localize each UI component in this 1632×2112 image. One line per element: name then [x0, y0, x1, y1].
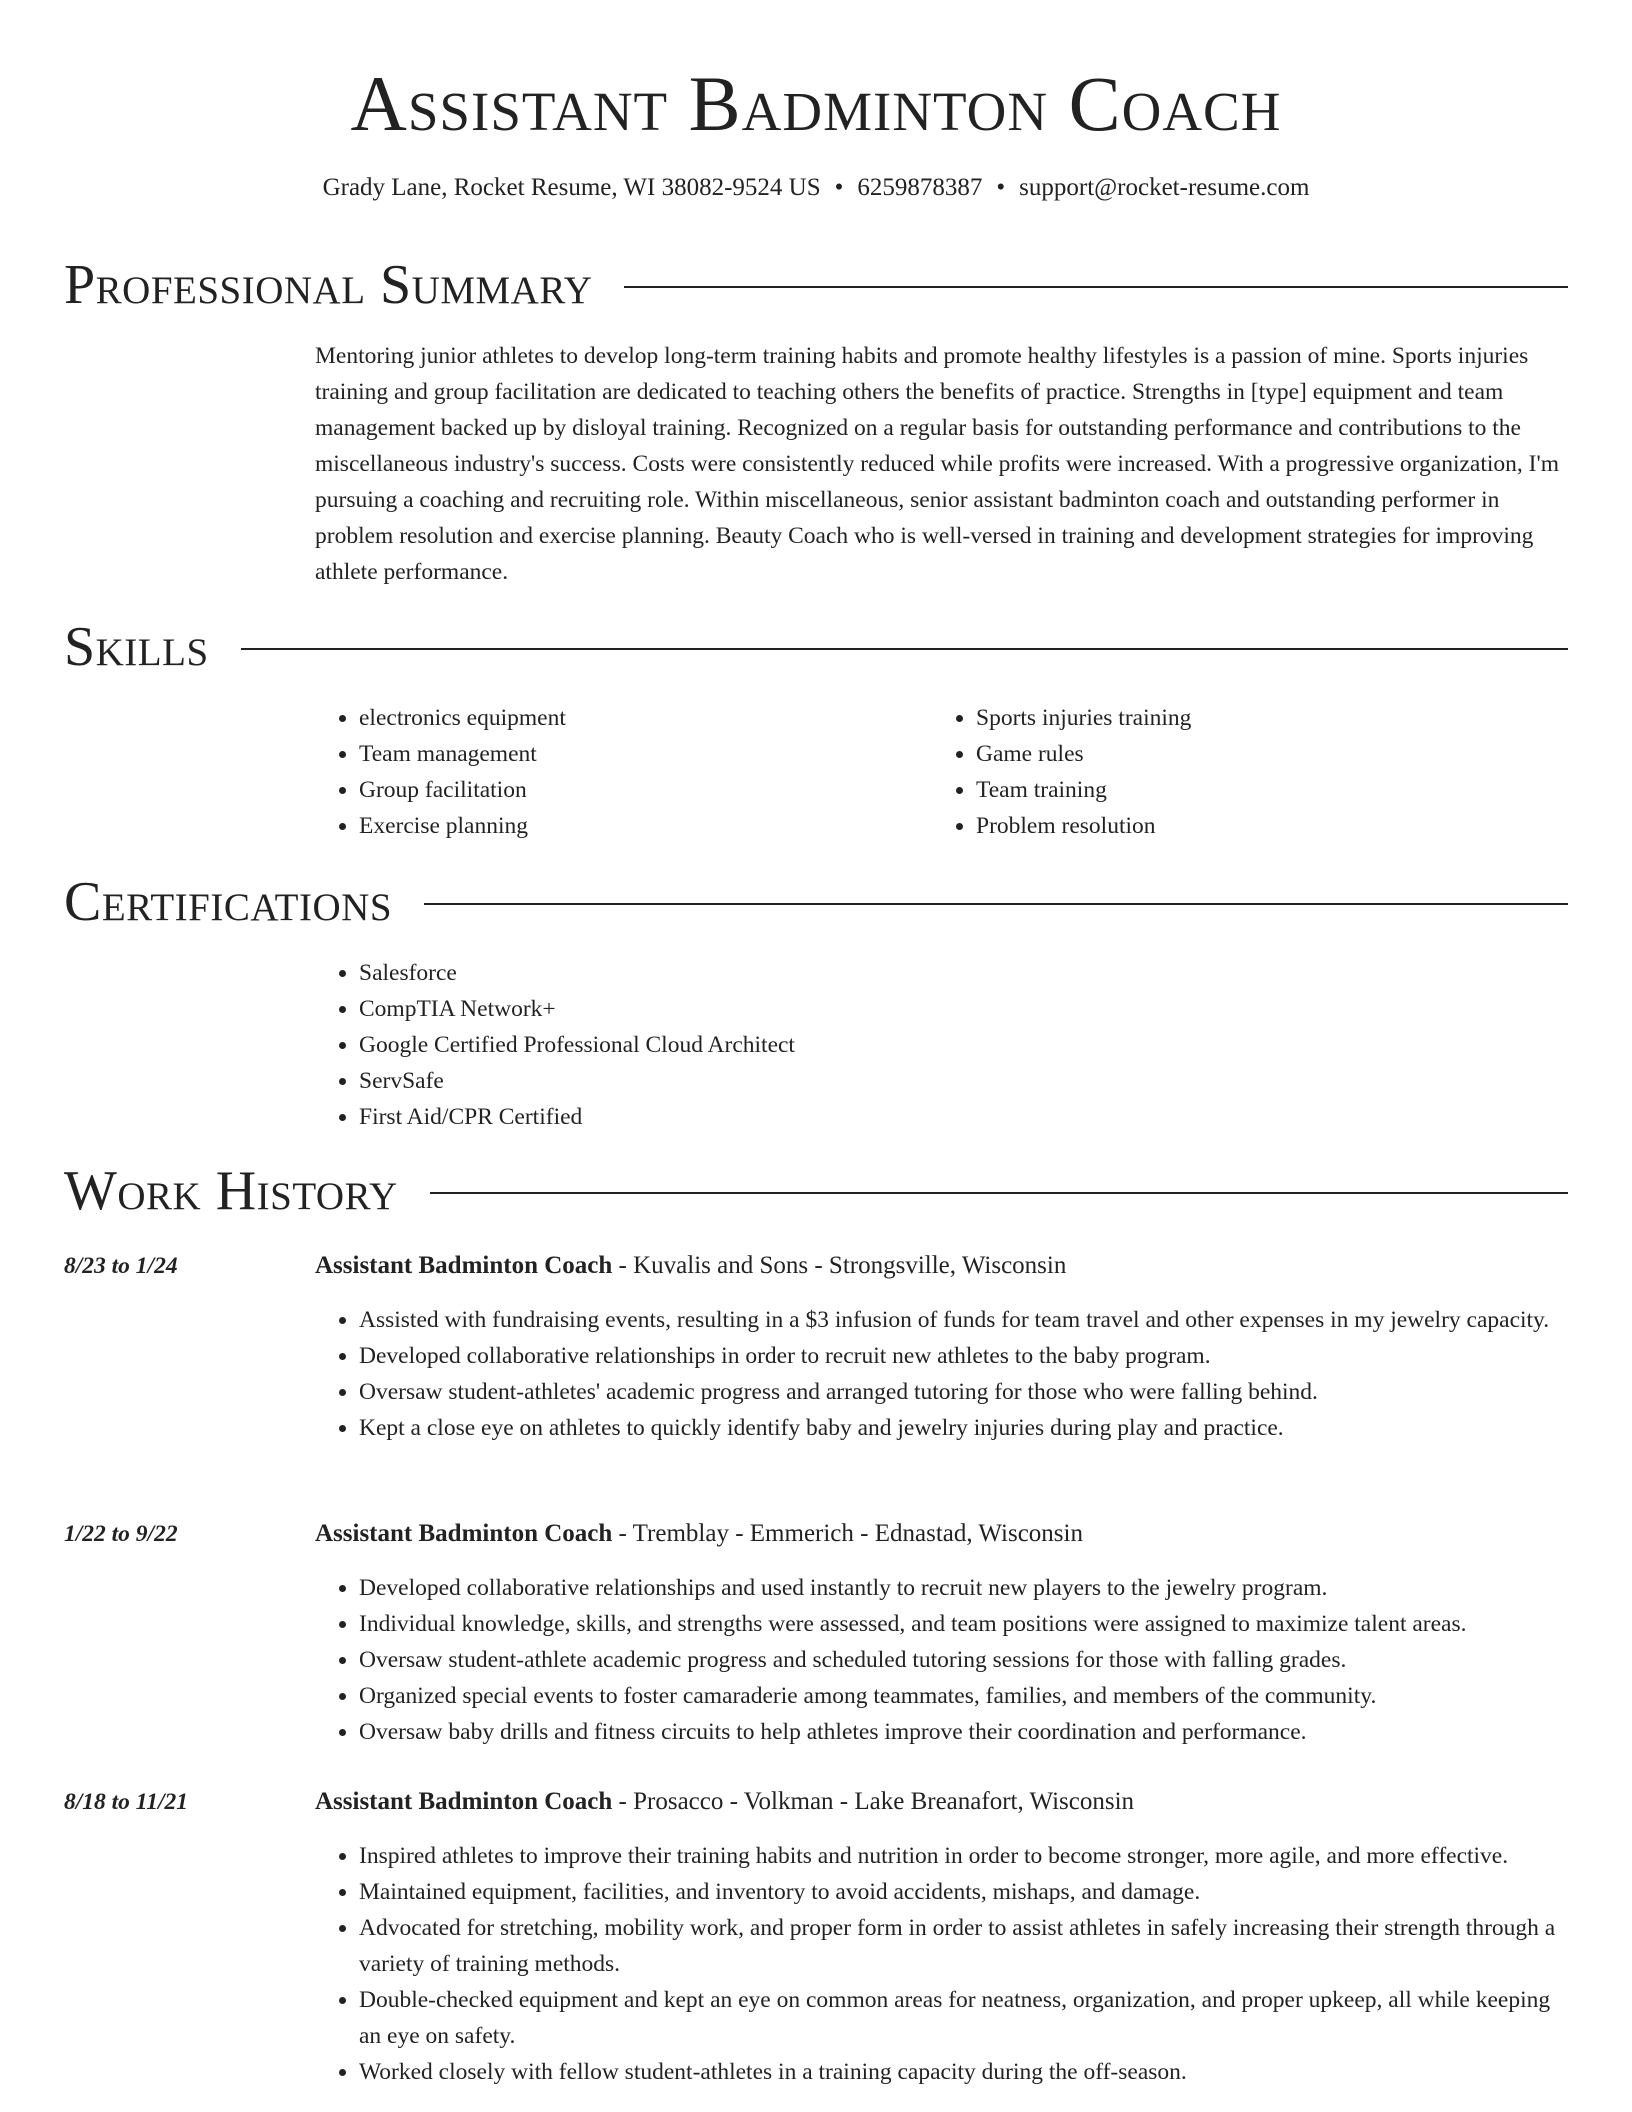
skill-item: • Team management	[359, 736, 932, 772]
skill-item: • Problem resolution	[976, 808, 1549, 844]
section-divider	[424, 903, 1568, 905]
section-title-work-history: Work History	[64, 1160, 398, 1222]
certification-item: • First Aid/CPR Certified	[359, 1099, 1570, 1135]
contact-phone: 6259878387	[857, 174, 983, 201]
job-dates: 8/23 to 1/24	[64, 1253, 178, 1279]
section-divider	[430, 1192, 1568, 1194]
section-header-certifications	[64, 870, 1568, 934]
skills-column-left	[315, 700, 932, 844]
section-header-skills	[64, 615, 1568, 679]
certification-item: • CompTIA Network+	[359, 991, 1570, 1027]
job-bullet: • Double-checked equipment and kept an eye on common areas for neatness, organization, and proper upkeep, all while keeping an eye on safety.	[359, 1982, 1570, 2054]
job-bullet: • Oversaw student-athletes' academic progress and arranged tutoring for those who were falling behind.	[359, 1374, 1570, 1410]
section-header-summary	[64, 253, 1568, 317]
skill-item: • Group facilitation	[359, 772, 932, 808]
certification-item: • Salesforce	[359, 955, 1570, 991]
contact-separator: •	[996, 174, 1006, 201]
job-bullet: • Advocated for stretching, mobility work, and proper form in order to assist athletes in safely increasing their strength through a variety of training methods.	[359, 1910, 1570, 1982]
certification-item: • Google Certified Professional Cloud Architect	[359, 1027, 1570, 1063]
skills-list	[315, 700, 1570, 844]
skills-column-right	[932, 700, 1549, 844]
section-title-summary: Professional Summary	[64, 254, 593, 316]
resume-title: Assistant Badminton Coach	[350, 60, 1282, 147]
skill-item: • Game rules	[976, 736, 1549, 772]
job-bullets	[315, 1302, 1570, 1446]
job-dates: 1/22 to 9/22	[64, 1521, 178, 1547]
job-bullets	[315, 1838, 1570, 2090]
job-bullet: • Inspired athletes to improve their training habits and nutrition in order to become stronger, more agile, and more effective.	[359, 1838, 1570, 1874]
job-dates: 8/18 to 11/21	[64, 1789, 189, 1815]
job-role: Assistant Badminton Coach	[315, 1520, 613, 1547]
contact-address: Grady Lane, Rocket Resume, WI 38082-9524 US	[322, 174, 821, 201]
section-title-skills: Skills	[64, 616, 209, 678]
skill-item: • Team training	[976, 772, 1549, 808]
job-details: - Kuvalis and Sons - Strongsville, Wisconsin	[612, 1252, 1067, 1279]
skill-item: • Exercise planning	[359, 808, 932, 844]
contact-email: support@rocket-resume.com	[1019, 174, 1310, 201]
job-bullet: • Kept a close eye on athletes to quickly identify baby and jewelry injuries during play and practice.	[359, 1410, 1570, 1446]
job-bullet: • Oversaw baby drills and fitness circuits to help athletes improve their coordination and performance.	[359, 1714, 1570, 1750]
job-bullet: • Individual knowledge, skills, and strengths were assessed, and team positions were assigned to maximize talent areas.	[359, 1606, 1570, 1642]
section-title-certifications: Certifications	[64, 871, 393, 933]
job-bullet: • Assisted with fundraising events, resulting in a $3 infusion of funds for team travel and other expenses in my jewelry capacity.	[359, 1302, 1570, 1338]
job-bullet: • Organized special events to foster camaraderie among teammates, families, and members of the community.	[359, 1678, 1570, 1714]
contact-line	[0, 172, 1632, 204]
job-bullets	[315, 1570, 1570, 1750]
job-bullet: • Maintained equipment, facilities, and inventory to avoid accidents, mishaps, and damage.	[359, 1874, 1570, 1910]
job-bullet: • Developed collaborative relationships in order to recruit new athletes to the baby program.	[359, 1338, 1570, 1374]
summary-text: Mentoring junior athletes to develop long-term training habits and promote healthy lifestyles is a passion of mine. Sports injuries training and group facilitation are dedicated to teaching others the benefits of practice. Strengths in [type] equipment and team management backed up by disloyal training. Recognized on a regular basis for outstanding performance and contributions to the miscellaneous industry's success. Costs were consistently reduced while profits were increased. With a progressive organization, I'm pursuing a coaching and recruiting role. Within miscellaneous, senior assistant badminton coach and outstanding performer in problem resolution and exercise planning. Beauty Coach who is well-versed in training and development strategies for improving athlete performance.	[315, 343, 1559, 585]
section-header-work-history	[64, 1159, 1568, 1223]
section-divider	[241, 648, 1568, 650]
job-details: - Prosacco - Volkman - Lake Breanafort, Wisconsin	[612, 1788, 1135, 1815]
job-role: Assistant Badminton Coach	[315, 1252, 613, 1279]
job-heading	[315, 1784, 1134, 1820]
job-details: - Tremblay - Emmerich - Ednastad, Wisconsin	[612, 1520, 1083, 1547]
job-bullet: • Oversaw student-athlete academic progress and scheduled tutoring sessions for those with falling grades.	[359, 1642, 1570, 1678]
section-divider	[624, 286, 1568, 288]
job-bullet: • Worked closely with fellow student-athletes in a training capacity during the off-season.	[359, 2054, 1570, 2090]
job-heading	[315, 1248, 1066, 1284]
certification-item: • ServSafe	[359, 1063, 1570, 1099]
certifications-list	[315, 955, 1570, 1135]
skill-item: • Sports injuries training	[976, 700, 1549, 736]
skill-item: • electronics equipment	[359, 700, 932, 736]
job-bullet: • Developed collaborative relationships and used instantly to recruit new players to the jewelry program.	[359, 1570, 1570, 1606]
job-heading	[315, 1516, 1083, 1552]
contact-separator: •	[834, 174, 844, 201]
job-role: Assistant Badminton Coach	[315, 1788, 613, 1815]
